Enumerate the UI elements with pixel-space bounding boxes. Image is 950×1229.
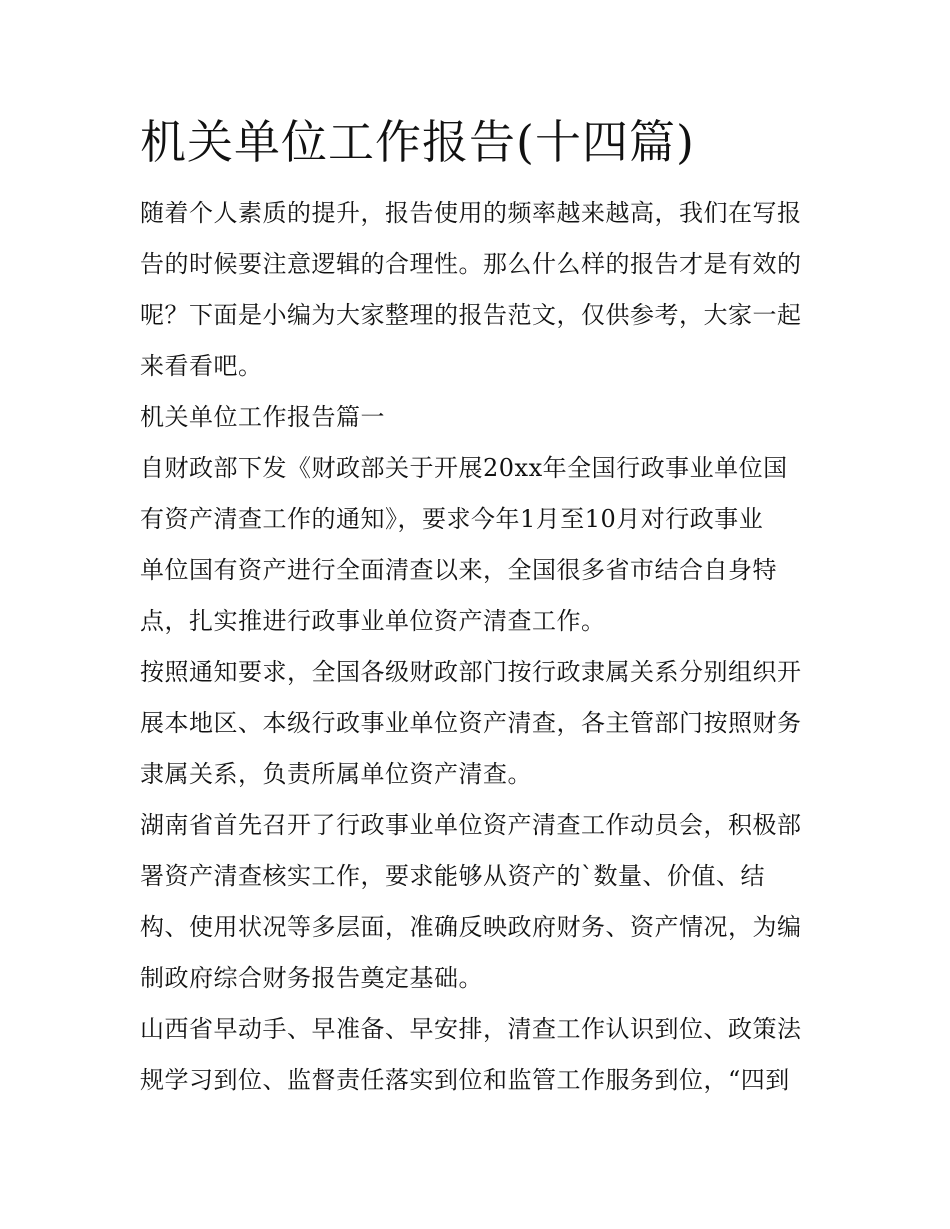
section-heading: 机关单位工作报告篇一 bbox=[140, 403, 385, 431]
body-line: 有资产清查工作的通知》，要求今年1月至10月对行政事业 bbox=[140, 505, 764, 533]
body-line: 制政府综合财务报告奠定基础。 bbox=[140, 964, 483, 992]
body-line: 点，扎实推进行政事业单位资产清查工作。 bbox=[140, 607, 606, 635]
body-line: 展本地区、本级行政事业单位资产清查，各主管部门按照财务 bbox=[140, 709, 802, 737]
body-line: 规学习到位、监督责任落实到位和监管工作服务到位，“四到 bbox=[140, 1066, 790, 1094]
body-line: 来看看吧。 bbox=[140, 352, 263, 380]
body-line: 呢？下面是小编为大家整理的报告范文，仅供参考，大家一起 bbox=[140, 301, 802, 329]
body-line: 单位国有资产进行全面清查以来，全国很多省市结合自身特 bbox=[140, 556, 777, 584]
body-line: 按照通知要求，全国各级财政部门按行政隶属关系分别组织开 bbox=[140, 658, 802, 686]
body-line: 随着个人素质的提升，报告使用的频率越来越高，我们在写报 bbox=[140, 199, 802, 227]
document-body bbox=[140, 188, 820, 1106]
body-line: 湖南省首先召开了行政事业单位资产清查工作动员会，积极部 bbox=[140, 811, 802, 839]
body-line: 构、使用状况等多层面，准确反映政府财务、资产情况，为编 bbox=[140, 913, 802, 941]
body-line: 隶属关系，负责所属单位资产清查。 bbox=[140, 760, 532, 788]
document-title: 机关单位工作报告(十四篇) bbox=[140, 115, 695, 169]
document-page bbox=[140, 110, 820, 1106]
body-line: 自财政部下发《财政部关于开展20xx年全国行政事业单位国 bbox=[140, 454, 788, 482]
body-line: 山西省早动手、早准备、早安排，清查工作认识到位、政策法 bbox=[140, 1015, 802, 1043]
body-line: 署资产清查核实工作，要求能够从资产的`数量、价值、结 bbox=[140, 862, 765, 890]
body-line: 告的时候要注意逻辑的合理性。那么什么样的报告才是有效的 bbox=[140, 250, 802, 278]
